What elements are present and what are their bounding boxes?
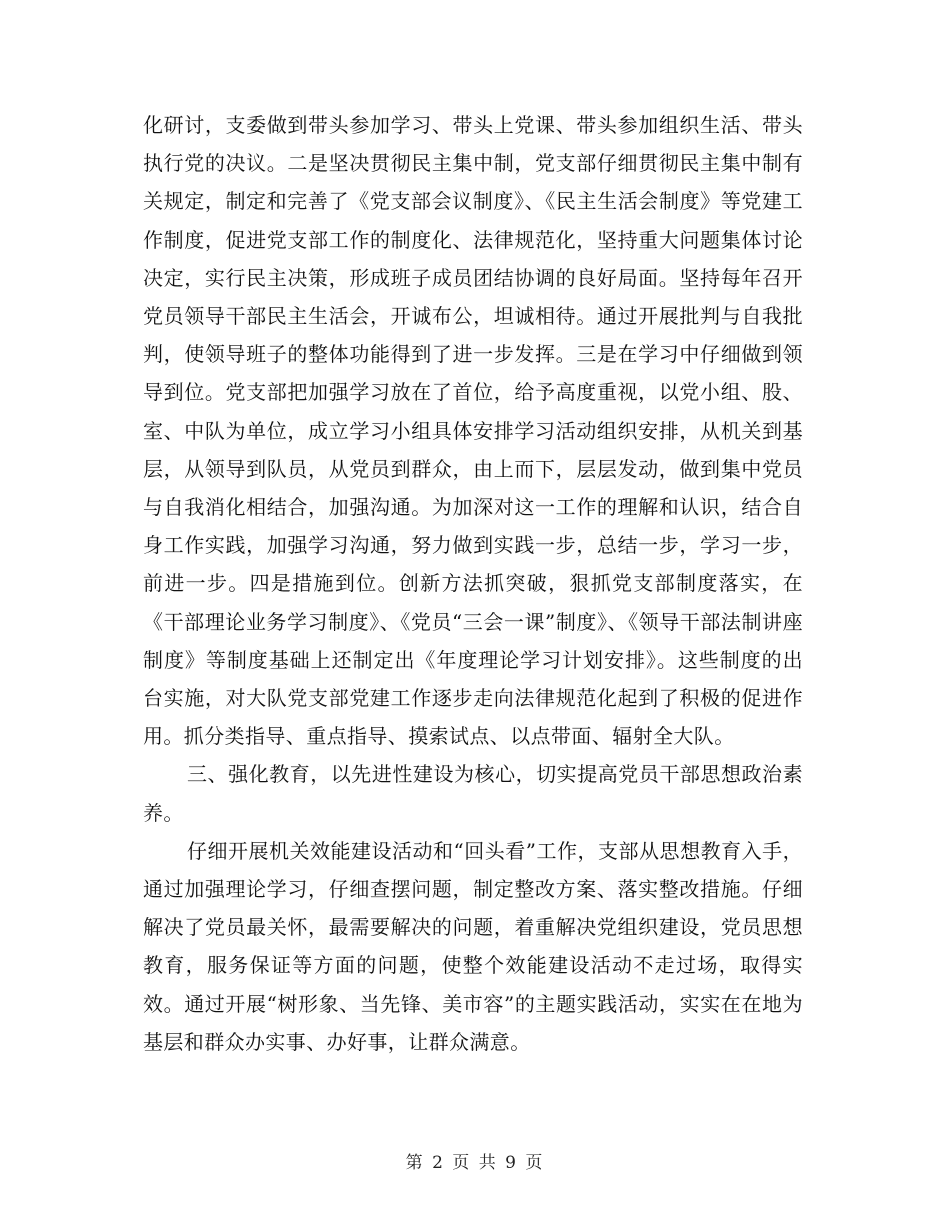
paragraph-1: 化研讨，支委做到带头参加学习、带头上党课、带头参加组织生活、带头执行党的决议。二是坚决贯彻民主集中制，党支部仔细贯彻民主集中制有关规定，制定和完善了《党支部会议制度》、《民主生活会制度》等党建工作制度，促进党支部工作的制度化、法律规范化，坚持重大问题集体讨论决定，实行民主决策，形成班子成员团结协调的良好局面。坚持每年召开党员领导干部民主生活会，开诚布公，坦诚相待。通过开展批判与自我批判，使领导班子的整体功能得到了进一步发挥。三是在学习中仔细做到领导到位。党支部把加强学习放在了首位，给予高度重视，以党小组、股、室、中队为单位，成立学习小组具体安排学习活动组织安排，从机关到基层，从领导到队员，从党员到群众，由上而下，层层发动，做到集中党员与自我消化相结合，加强沟通。为加深对这一工作的理解和认识，结合自身工作实践，加强学习沟通，努力做到实践一步，总结一步，学习一步，前进一步。四是措施到位。创新方法抓突破，狠抓党支部制度落实，在《干部理论业务学习制度》、《党员“三会一课”制度》、《领导干部法制讲座制度》等制度基础上还制定出《年度理论学习计划安排》。这些制度的出台实施，对大队党支部党建工作逐步走向法律规范化起到了积极的促进作用。抓分类指导、重点指导、摸索试点、以点带面、辐射全大队。 bbox=[143, 113, 803, 749]
paragraph-2-section-heading: 三、强化教育，以先进性建设为核心，切实提高党员干部思想政治素养。 bbox=[143, 762, 803, 825]
paragraph-3: 仔细开展机关效能建设活动和“回头看”工作，支部从思想教育入手，通过加强理论学习，仔细查摆问题，制定整改方案、落实整改措施。仔细解决了党员最关怀，最需要解决的问题，着重解决党组织建设，党员思想教育，服务保证等方面的问题，使整个效能建设活动不走过场，取得实效。通过开展“树形象、当先锋、美市容”的主题实践活动，实实在在地为基层和群众办实事、办好事，让群众满意。 bbox=[143, 838, 803, 1054]
page-number-footer: 第 2 页 共 9 页 bbox=[405, 1153, 545, 1173]
document-body bbox=[143, 106, 803, 1061]
